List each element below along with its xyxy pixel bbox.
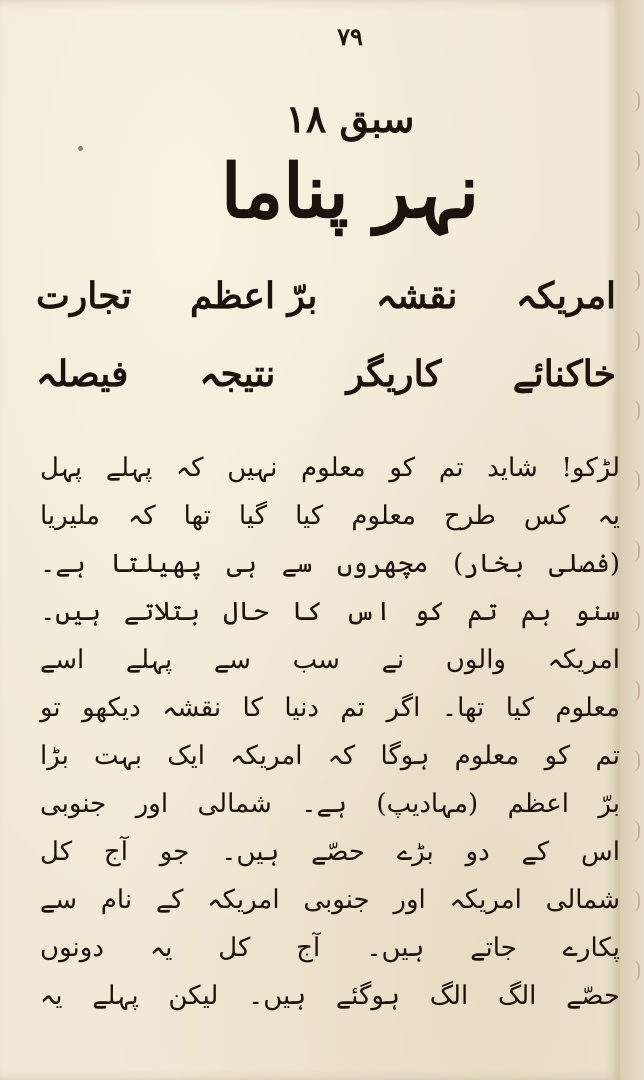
vocab-word: کاریگر (346, 353, 442, 395)
vocab-word: نقشہ (375, 275, 458, 317)
body-line: شمالی امریکہ اور جنوبی امریکہ کے نام سے (40, 885, 620, 915)
vocab-word: برّ اعظم (190, 275, 318, 317)
lesson-title: نہر پناما (220, 149, 480, 235)
bleed-through-mark (626, 610, 640, 632)
vocab-word: تجارت (36, 275, 132, 317)
body-line: (فصلی بخار) مچھروں سے ہی پھیلتا ہے۔ (40, 549, 620, 579)
vocabulary-row-2 (36, 353, 616, 395)
bleed-through-mark (626, 750, 640, 772)
bleed-through-mark (626, 680, 640, 702)
body-line: سنو ہم تم کو اس کا حال بتلاتے ہیں۔ (40, 597, 620, 627)
body-line: تم کو معلوم ہوگا کہ امریکہ ایک بہت بڑا (40, 741, 620, 771)
lesson-label: سبق ۱۸ (285, 96, 415, 141)
bleed-through-mark (626, 90, 640, 112)
bleed-through-mark (626, 400, 640, 422)
bleed-through-mark (626, 960, 640, 982)
bleed-through-mark (626, 210, 640, 232)
bleed-through-mark (626, 820, 640, 842)
body-line: اس کے دو بڑے حصّے ہیں۔ جو آج کل (40, 837, 620, 867)
page-number: ٧٩ (337, 22, 363, 51)
vocab-word: نتیجہ (199, 353, 276, 395)
body-line: حصّے الگ الگ ہوگئے ہیں۔ لیکن پہلے یہ (40, 981, 620, 1011)
bleed-through-mark (626, 330, 640, 352)
body-line: لڑکو! شاید تم کو معلوم نہیں کہ پہلے پہل (40, 453, 620, 483)
body-line: برّ اعظم (مہادیپ) ہے۔ شمالی اور جنوبی (40, 789, 620, 819)
vocab-word: فیصلہ (36, 353, 129, 395)
body-line: یہ کس طرح معلوم کیا گیا تھا کہ ملیریا (40, 501, 620, 531)
vocabulary-row-1 (36, 275, 616, 317)
bleed-through-mark (626, 890, 640, 912)
lesson-body (40, 444, 620, 1020)
body-line: معلوم کیا تھا۔ اگر تم دنیا کا نقشہ دیکھو تو (40, 693, 620, 723)
facing-page-edge (620, 0, 644, 1080)
vocab-word: امریکہ (515, 275, 616, 317)
body-line: امریکہ والوں نے سب سے پہلے اسے (40, 645, 620, 675)
bleed-through-mark (626, 270, 640, 292)
bleed-through-mark (626, 540, 640, 562)
paper-speck (78, 146, 83, 151)
bleed-through-mark (626, 150, 640, 172)
body-line: پکارے جاتے ہیں۔ آج کل یہ دونوں (40, 933, 620, 963)
vocab-word: خاکنائے (512, 353, 616, 395)
bleed-through-mark (626, 470, 640, 492)
